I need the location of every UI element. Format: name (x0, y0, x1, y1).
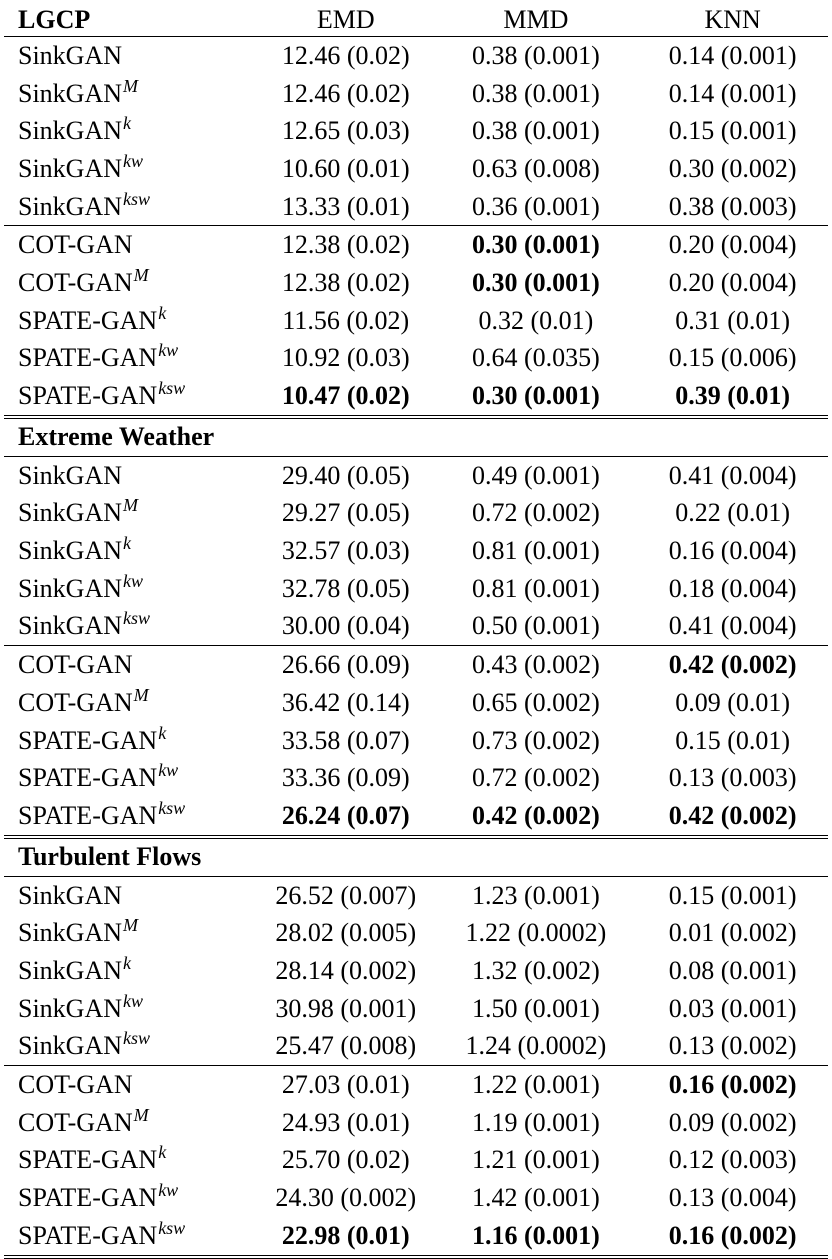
method-name (4, 377, 257, 417)
column-header-mmd: MMD (503, 4, 569, 34)
method-name (4, 112, 257, 150)
emd-value: 10.60 (0.01) (281, 153, 410, 183)
table-header-row (4, 3, 828, 37)
method-base: SinkGAN (18, 573, 123, 603)
table-row (4, 188, 828, 226)
method-base: SinkGAN (18, 955, 123, 985)
knn-value: 0.03 (0.001) (668, 993, 797, 1023)
method-superscript: kw (123, 990, 144, 1011)
knn-value: 0.15 (0.01) (675, 725, 791, 755)
method-superscript: kw (158, 1180, 179, 1201)
method-name (4, 952, 257, 990)
section-title: Extreme Weather (4, 417, 257, 457)
method-name (4, 1066, 257, 1104)
knn-value: 0.14 (0.001) (668, 78, 797, 108)
mmd-value: 0.30 (0.001) (435, 226, 638, 264)
method-name (4, 1217, 257, 1257)
knn-value: 0.09 (0.002) (668, 1107, 797, 1137)
method-base: COT-GAN (18, 1070, 133, 1100)
emd-value: 12.46 (0.02) (281, 78, 410, 108)
method-superscript: ksw (158, 1217, 186, 1238)
mmd-value: 1.16 (0.001) (435, 1217, 638, 1257)
method-name (4, 1028, 257, 1066)
mmd-value: 1.32 (0.002) (471, 955, 600, 985)
method-base: SinkGAN (18, 918, 123, 948)
emd-value: 12.65 (0.03) (281, 116, 410, 146)
mmd-value: 1.21 (0.001) (471, 1145, 600, 1175)
knn-value: 0.22 (0.01) (675, 498, 791, 528)
emd-value: 36.42 (0.14) (281, 687, 410, 717)
section-header-row (4, 417, 828, 457)
mmd-value: 0.63 (0.008) (471, 153, 600, 183)
mmd-value: 0.81 (0.001) (471, 573, 600, 603)
method-base: SPATE-GAN (18, 725, 158, 755)
method-base: COT-GAN (18, 267, 133, 297)
knn-value: 0.13 (0.002) (668, 1031, 797, 1061)
method-base: SPATE-GAN (18, 1220, 158, 1250)
emd-value: 26.52 (0.007) (257, 876, 434, 914)
method-name (4, 990, 257, 1028)
table-row (4, 876, 828, 914)
table-row (4, 75, 828, 113)
emd-value: 28.14 (0.002) (275, 955, 417, 985)
method-name (4, 264, 257, 302)
method-superscript: M (133, 264, 149, 285)
method-base: SinkGAN (18, 40, 123, 70)
knn-value: 0.20 (0.004) (637, 226, 828, 264)
emd-value: 12.38 (0.02) (257, 226, 434, 264)
mmd-value: 1.42 (0.001) (471, 1183, 600, 1213)
knn-value: 0.12 (0.003) (668, 1145, 797, 1175)
section-header-row (4, 837, 828, 877)
table-row (4, 990, 828, 1028)
method-base: SinkGAN (18, 498, 123, 528)
empty-cell (257, 417, 434, 457)
mmd-value: 0.50 (0.001) (471, 611, 600, 641)
method-superscript: kw (123, 150, 144, 171)
mmd-value: 1.22 (0.001) (435, 1066, 638, 1104)
emd-value: 29.40 (0.05) (257, 456, 434, 494)
emd-value: 33.36 (0.09) (281, 763, 410, 793)
knn-value: 0.16 (0.004) (668, 536, 797, 566)
method-name (4, 150, 257, 188)
table-row (4, 37, 828, 75)
table-row (4, 1217, 828, 1257)
emd-value: 10.92 (0.03) (281, 343, 410, 373)
method-name (4, 646, 257, 684)
method-name (4, 532, 257, 570)
table-row (4, 150, 828, 188)
method-superscript: k (123, 533, 132, 554)
section-title: Turbulent Flows (4, 837, 257, 877)
method-superscript: M (133, 684, 149, 705)
method-name (4, 226, 257, 264)
method-name (4, 495, 257, 533)
table-row (4, 722, 828, 760)
mmd-value: 1.23 (0.001) (435, 876, 638, 914)
mmd-value: 1.19 (0.001) (471, 1107, 600, 1137)
table-row (4, 456, 828, 494)
results-table-body (4, 3, 828, 1257)
results-table (4, 3, 828, 1259)
mmd-value: 1.50 (0.001) (471, 993, 600, 1023)
knn-value: 0.16 (0.002) (637, 1066, 828, 1104)
method-superscript: kw (158, 760, 179, 781)
table-row (4, 1179, 828, 1217)
emd-value: 24.93 (0.01) (281, 1107, 410, 1137)
table-row (4, 302, 828, 340)
mmd-value: 1.24 (0.0002) (465, 1031, 607, 1061)
empty-cell (637, 417, 828, 457)
method-superscript: k (158, 1142, 167, 1163)
knn-value: 0.15 (0.001) (637, 876, 828, 914)
method-base: COT-GAN (18, 1107, 133, 1137)
method-base: SinkGAN (18, 78, 123, 108)
method-base: COT-GAN (18, 230, 133, 260)
knn-value: 0.41 (0.004) (668, 611, 797, 641)
table-row (4, 112, 828, 150)
emd-value: 26.24 (0.07) (281, 800, 410, 830)
mmd-value: 0.73 (0.002) (471, 725, 600, 755)
method-superscript: ksw (123, 608, 151, 629)
table-row (4, 1142, 828, 1180)
mmd-value: 0.65 (0.002) (471, 687, 600, 717)
knn-value: 0.08 (0.001) (668, 955, 797, 985)
method-base: SinkGAN (18, 880, 123, 910)
mmd-value: 0.72 (0.002) (471, 763, 600, 793)
method-base: SPATE-GAN (18, 305, 158, 335)
method-superscript: k (123, 952, 132, 973)
method-name (4, 684, 257, 722)
table-row (4, 570, 828, 608)
method-superscript: M (123, 75, 139, 96)
method-name (4, 37, 257, 75)
knn-value: 0.41 (0.004) (637, 456, 828, 494)
mmd-value: 0.49 (0.001) (435, 456, 638, 494)
empty-cell (257, 837, 434, 877)
method-superscript: M (123, 915, 139, 936)
emd-value: 30.00 (0.04) (281, 611, 410, 641)
mmd-value: 0.38 (0.001) (471, 78, 600, 108)
emd-value: 26.66 (0.09) (257, 646, 434, 684)
mmd-value: 0.36 (0.001) (471, 191, 600, 221)
method-base: SinkGAN (18, 1031, 123, 1061)
method-name (4, 608, 257, 646)
method-base: SinkGAN (18, 611, 123, 641)
emd-value: 12.46 (0.02) (257, 37, 434, 75)
knn-value: 0.20 (0.004) (668, 267, 797, 297)
knn-value: 0.42 (0.002) (668, 800, 797, 830)
method-base: SinkGAN (18, 993, 123, 1023)
emd-value: 28.02 (0.005) (275, 918, 417, 948)
method-superscript: M (133, 1104, 149, 1125)
mmd-value: 0.38 (0.001) (471, 116, 600, 146)
table-row (4, 377, 828, 417)
method-name (4, 1179, 257, 1217)
mmd-value: 0.64 (0.035) (471, 343, 600, 373)
empty-cell (637, 837, 828, 877)
method-base: SPATE-GAN (18, 1145, 158, 1175)
method-name (4, 302, 257, 340)
empty-cell (435, 417, 638, 457)
method-superscript: ksw (158, 797, 186, 818)
emd-value: 32.78 (0.05) (281, 573, 410, 603)
knn-value: 0.09 (0.01) (675, 687, 791, 717)
method-superscript: kw (158, 340, 179, 361)
emd-value: 30.98 (0.001) (275, 993, 417, 1023)
emd-value: 29.27 (0.05) (281, 498, 410, 528)
method-name (4, 340, 257, 378)
mmd-value: 0.72 (0.002) (471, 498, 600, 528)
method-name (4, 914, 257, 952)
method-superscript: k (158, 302, 167, 323)
method-superscript: ksw (123, 1028, 151, 1049)
knn-value: 0.15 (0.001) (668, 116, 797, 146)
method-name (4, 570, 257, 608)
knn-value: 0.31 (0.01) (675, 305, 791, 335)
method-superscript: k (123, 113, 132, 134)
method-name (4, 722, 257, 760)
table-row (4, 797, 828, 837)
method-base: SinkGAN (18, 116, 123, 146)
empty-cell (435, 837, 638, 877)
knn-value: 0.01 (0.002) (668, 918, 797, 948)
method-base: SPATE-GAN (18, 1183, 158, 1213)
mmd-value: 0.32 (0.01) (478, 305, 594, 335)
method-base: SinkGAN (18, 536, 123, 566)
method-name (4, 188, 257, 226)
table-row (4, 759, 828, 797)
emd-value: 33.58 (0.07) (281, 725, 410, 755)
knn-value: 0.14 (0.001) (637, 37, 828, 75)
knn-value: 0.13 (0.003) (668, 763, 797, 793)
method-name (4, 1104, 257, 1142)
table-row (4, 1066, 828, 1104)
mmd-value: 0.30 (0.001) (471, 381, 600, 411)
emd-value: 32.57 (0.03) (281, 536, 410, 566)
table-row (4, 495, 828, 533)
method-name (4, 759, 257, 797)
table-row (4, 1028, 828, 1066)
table-row (4, 264, 828, 302)
method-superscript: ksw (123, 188, 151, 209)
method-base: SinkGAN (18, 153, 123, 183)
knn-value: 0.42 (0.002) (637, 646, 828, 684)
method-base: COT-GAN (18, 650, 133, 680)
table-row (4, 646, 828, 684)
method-base: SPATE-GAN (18, 381, 158, 411)
method-name (4, 876, 257, 914)
table-row (4, 340, 828, 378)
method-name (4, 1142, 257, 1180)
emd-value: 24.30 (0.002) (275, 1183, 417, 1213)
emd-value: 27.03 (0.01) (257, 1066, 434, 1104)
table-row (4, 1104, 828, 1142)
mmd-value: 0.38 (0.001) (435, 37, 638, 75)
mmd-value: 1.22 (0.0002) (465, 918, 607, 948)
knn-value: 0.39 (0.01) (675, 381, 791, 411)
emd-value: 13.33 (0.01) (281, 191, 410, 221)
method-base: SinkGAN (18, 460, 123, 490)
table-row (4, 608, 828, 646)
method-base: SPATE-GAN (18, 343, 158, 373)
mmd-value: 0.42 (0.002) (471, 800, 600, 830)
table-row (4, 952, 828, 990)
column-header-knn: KNN (704, 4, 761, 34)
knn-value: 0.15 (0.006) (668, 343, 797, 373)
table-row (4, 684, 828, 722)
table-row (4, 226, 828, 264)
knn-value: 0.13 (0.004) (668, 1183, 797, 1213)
knn-value: 0.38 (0.003) (668, 191, 797, 221)
mmd-value: 0.81 (0.001) (471, 536, 600, 566)
table-row (4, 532, 828, 570)
emd-value: 25.70 (0.02) (281, 1145, 410, 1175)
method-name (4, 456, 257, 494)
knn-value: 0.30 (0.002) (668, 153, 797, 183)
method-superscript: kw (123, 570, 144, 591)
knn-value: 0.16 (0.002) (637, 1217, 828, 1257)
emd-value: 22.98 (0.01) (257, 1217, 434, 1257)
method-base: SPATE-GAN (18, 763, 158, 793)
column-header-emd: EMD (316, 4, 375, 34)
emd-value: 10.47 (0.02) (281, 381, 410, 411)
method-superscript: M (123, 495, 139, 516)
method-base: SPATE-GAN (18, 800, 158, 830)
method-superscript: k (158, 722, 167, 743)
method-superscript: ksw (158, 378, 186, 399)
section-title: LGCP (18, 4, 91, 34)
method-name (4, 797, 257, 837)
knn-value: 0.18 (0.004) (668, 573, 797, 603)
method-base: COT-GAN (18, 687, 133, 717)
mmd-value: 0.30 (0.001) (471, 267, 600, 297)
emd-value: 11.56 (0.02) (282, 305, 410, 335)
method-base: SinkGAN (18, 191, 123, 221)
emd-value: 25.47 (0.008) (275, 1031, 417, 1061)
emd-value: 12.38 (0.02) (281, 267, 410, 297)
method-name (4, 75, 257, 113)
table-row (4, 914, 828, 952)
mmd-value: 0.43 (0.002) (435, 646, 638, 684)
